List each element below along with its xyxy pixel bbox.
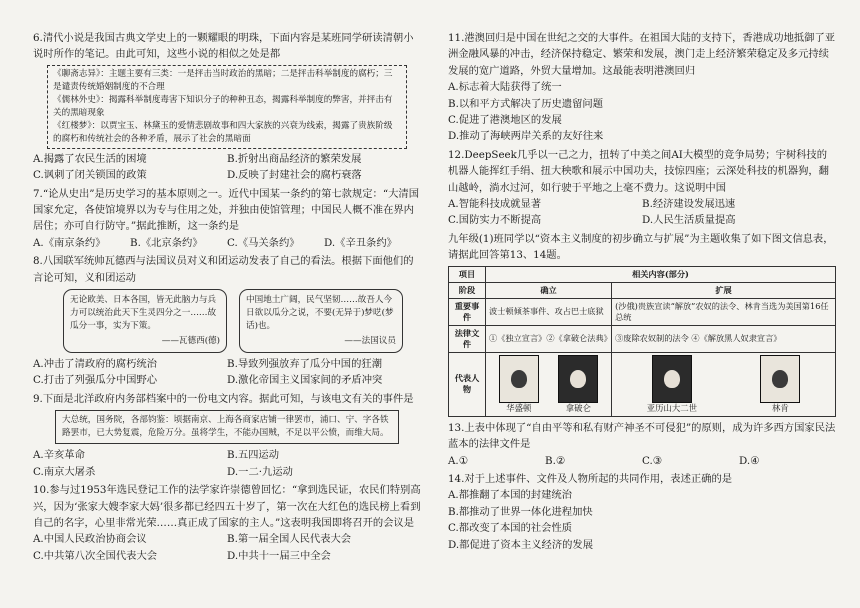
option-d[interactable]: D.一二·九运动 [227, 465, 293, 478]
option-a[interactable]: A.冲击了清政府的腐朽统治 [33, 358, 157, 371]
note-item: 《聊斋志异》：主题主要有三类：一是抨击当时政治的黑暗；二是抨击科举制度的腐朽；三是谴责传统婚姻制度的不合理 [53, 68, 393, 92]
info-table [448, 266, 836, 417]
question-10 [33, 482, 421, 564]
question-stem: 8.八国联军统帅瓦德西与法国议员对义和团运动发表了自己的看法。根据下面他们的言论可知，义和团运动 [33, 255, 414, 284]
question-stem: 6.清代小说是我国古典文学史上的一颗耀眼的明珠，下面内容是某班同学研读清朝小说时所作的笔记。由此可知，这些小说的相似之处是都 [33, 32, 414, 61]
table-row [449, 298, 836, 325]
option-c[interactable]: C.《马关条约》 [227, 236, 300, 249]
portrait [499, 355, 539, 414]
question-stem: 7.“论从史出”是历史学习的基本原则之一。近代中国某一条约的第七款规定：“大清国国家允定，各使馆境界以为专与住用之处，并独由使馆管理；中国民人概不准在界内居住；亦可自行防守。”据此推断，这一条约是 [33, 187, 420, 233]
portrait [558, 355, 598, 414]
table-header-stage: 阶段 [449, 282, 486, 298]
portrait [647, 355, 697, 414]
question-stem: 13.上表中体现了“自由平等和私有财产神圣不可侵犯”的原则，成为许多西方国家民法蓝本的法律文件是 [448, 421, 836, 451]
table-cell: ③废除农奴制的法令 ④《解放黑人奴隶宣言》 [612, 325, 836, 352]
option-d[interactable]: D.《辛丑条约》 [324, 236, 397, 249]
question-7 [33, 186, 421, 252]
group-intro: 九年级(1)班同学以“资本主义制度的初步确立与扩展”为主题收集了如下图文信息表，请据此回答第13、14题。 [448, 232, 834, 262]
quote-text: 无论欧美、日本各国，皆无此脑力与兵力可以统治此天下生灵四分之一……故瓜分一事，实为下策。 [70, 295, 217, 332]
options [33, 447, 421, 480]
table-row [449, 352, 836, 416]
table-row [449, 325, 836, 352]
option-b[interactable]: B.以和平方式解决了历史遗留问题 [448, 97, 603, 110]
option-b[interactable]: B.第一届全国人民代表大会 [227, 533, 352, 546]
question-stem: 10.参与过1953年选民登记工作的法学家许崇德曾回忆：“拿到选民证，农民们特别高兴，因为‘张家大嫂李家大妈’很多都已经四五十岁了，第一次在大红色的选民榜上看到自己的名字，心里非常光荣……真正成了国家的主人。”这表明我国即将召开的会议是 [33, 484, 421, 529]
option-d[interactable]: D.反映了封建社会的腐朽衰落 [227, 169, 362, 182]
option-c[interactable]: C.中共第八次全国代表大会 [33, 549, 158, 562]
table-label-laws: 法律文件 [449, 325, 486, 352]
portrait-name: 华盛顿 [506, 402, 532, 413]
right-column [448, 30, 836, 555]
quote-signature: ——瓦德西(德) [161, 336, 220, 347]
table-header-expand: 扩展 [612, 282, 836, 298]
question-8 [33, 253, 421, 389]
question-stem: 11.港澳回归是中国在世纪之交的大事件。在祖国大陆的支持下，香港成功地抵御了亚洲金融风暴的冲击，经济保持稳定、繁荣和发展，澳门走上经济繁荣稳定及多元持续发展的宽广道路，外贸大量增加。这最能表明港澳回归 [448, 32, 836, 77]
option-d[interactable]: D.推动了海峡两岸关系的友好往来 [448, 130, 604, 143]
table-cell: (沙俄)贵族宣读“解放”农奴的法令、林肯当选为美国第16任总统 [612, 298, 836, 325]
question-stem: 9.下面是北洋政府内务部档案中的一份电文内容。据此可知，与该电文有关的事件是 [33, 392, 414, 405]
table-row [449, 282, 836, 298]
quote-bubbles [63, 289, 421, 353]
table-label-events: 重要事件 [449, 298, 486, 325]
table-row [449, 266, 836, 282]
option-a[interactable]: A.中国人民政治协商会议 [33, 533, 147, 546]
option-b[interactable]: B.经济建设发展迅速 [642, 198, 736, 211]
option-d[interactable]: D.中共十一届三中全会 [227, 549, 331, 562]
telegram-box: 大总统，国务院，各部钧鉴：顷据南京、上海各商家店铺一律罢市，浦口、宁、字各铁路罢市，已大势复震，危险万分。虽将学生，不能办国贼，不足以平公愤，而维大局。 [55, 410, 399, 444]
option-a[interactable]: A.标志着大陆获得了统一 [448, 81, 562, 94]
option-a[interactable]: A.辛亥革命 [33, 449, 85, 462]
option-a[interactable]: A.智能科技成就显著 [448, 198, 542, 211]
option-c[interactable]: C.讽刺了闭关锁国的政策 [33, 169, 147, 182]
option-b[interactable]: B.都推动了世界一体化进程加快 [448, 505, 593, 518]
portrait-image [760, 355, 800, 403]
portrait [760, 355, 800, 414]
option-c[interactable]: C.南京大屠杀 [33, 465, 96, 478]
table-header-establish: 确立 [486, 282, 612, 298]
question-14 [448, 471, 836, 553]
table-label-people: 代表人物 [449, 352, 486, 416]
question-13 [448, 420, 836, 469]
notes-box [47, 65, 407, 149]
quote-signature: ——法国议员 [344, 336, 396, 347]
table-cell: ①《独立宣言》②《拿破仑法典》 [486, 325, 612, 352]
option-b[interactable]: B.折射出商品经济的繁荣发展 [227, 152, 362, 165]
question-12 [448, 147, 836, 229]
option-b[interactable]: B.导致列强放弃了瓜分中国的狂潮 [227, 358, 382, 371]
option-c[interactable]: C.打击了列强瓜分中国野心 [33, 374, 158, 387]
quote-bubble-waldersee [63, 289, 227, 353]
options [33, 235, 421, 251]
table-cell: 波士顿倾茶事件、攻占巴士底狱 [486, 298, 612, 325]
table-header-item: 项目 [449, 266, 486, 282]
portrait-name: 亚历山大二世 [646, 402, 698, 413]
table-cell-portraits [486, 352, 612, 416]
option-c[interactable]: C.促进了港澳地区的发展 [448, 114, 562, 127]
portrait-image [499, 355, 539, 403]
note-item: 《儒林外史》：揭露科举制度毒害下知识分子的种种丑态，揭露科举制度的弊害，并抨击有关的黑暗现象 [53, 94, 393, 118]
option-d[interactable]: D.激化帝国主义国家间的矛盾冲突 [227, 374, 383, 387]
options [33, 531, 421, 564]
portrait-image [652, 355, 692, 403]
option-a[interactable]: A.揭露了农民生活的困境 [33, 152, 147, 165]
option-d[interactable]: D.人民生活质量提高 [642, 214, 736, 227]
quote-text: 中国地土广阔，民气坚韧……故吾人今日欲以瓜分之说，不要(无异于)梦呓(梦话)也。 [246, 295, 394, 332]
options [33, 356, 421, 389]
portrait-name: 拿破仑 [565, 402, 591, 413]
question-11 [448, 30, 836, 145]
option-a[interactable]: A.《南京条约》 [33, 236, 106, 249]
portrait-image [558, 355, 598, 403]
options [448, 453, 836, 469]
option-c[interactable]: C.国防实力不断提高 [448, 214, 542, 227]
table-cell-portraits [612, 352, 836, 416]
left-column [33, 30, 421, 566]
option-b[interactable]: B.五四运动 [227, 449, 280, 462]
quote-bubble-french-mp [239, 289, 403, 353]
option-c[interactable]: C.③ [642, 454, 663, 467]
portrait-name: 林肯 [771, 402, 789, 413]
question-9 [33, 391, 421, 480]
option-d[interactable]: D.④ [739, 454, 760, 467]
question-stem: 12.DeepSeek几乎以一己之力，扭转了中美之间AI大模型的竞争局势；宇树科技的机器人能挥红手绢、扭大秧歌和展示中国功夫，技惊四座；云深处科技的机器狗，翻山越岭，淌水过河，如行驶于平地之上毫不费力。这说明中国 [448, 148, 829, 194]
options [33, 151, 421, 184]
question-6 [33, 30, 421, 184]
option-a[interactable]: A.都推翻了本国的封建统治 [448, 489, 572, 502]
option-c[interactable]: C.都改变了本国的社会性质 [448, 522, 573, 535]
note-item: 《红楼梦》：以贾宝玉、林黛玉的爱情悲剧故事和四大家族的兴衰为线索，揭露了贵族阶级的腐朽和传统社会的各种矛盾，展示了社会的黑暗面 [53, 120, 393, 144]
option-b[interactable]: B.《北京条约》 [130, 236, 203, 249]
option-d[interactable]: D.都促进了资本主义经济的发展 [448, 538, 594, 551]
options [448, 196, 836, 229]
option-a[interactable]: A.① [448, 454, 468, 467]
question-stem: 14.对于上述事件、文件及人物所起的共同作用，表述正确的是 [448, 472, 733, 485]
option-b[interactable]: B.② [545, 454, 566, 467]
table-header-content: 相关内容(部分) [486, 266, 836, 282]
